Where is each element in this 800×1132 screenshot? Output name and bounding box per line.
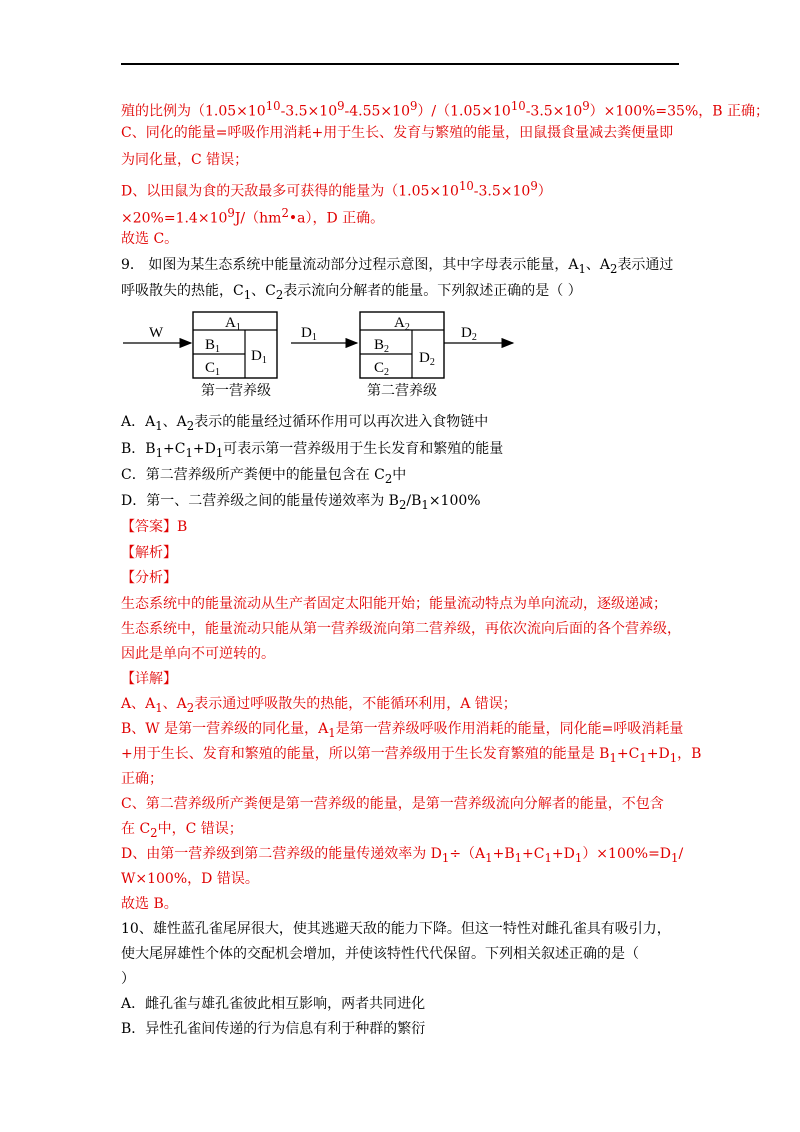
q9-conclusion: 故选 B。 <box>121 896 178 912</box>
q8-conclusion: 故选 C。 <box>121 231 179 247</box>
q10-stem-line1: 10、雄性蓝孔雀尾屏很大，使其逃避天敌的能力下降。但这一特性对雌孔雀具有吸引力， <box>121 921 671 937</box>
q9-fenxi-header: 【分析】 <box>121 570 177 586</box>
q9-fenxi-line2: 生态系统中，能量流动只能从第一营养级流向第二营养级，再依次流向后面的各个营养级， <box>121 621 681 637</box>
q9-xj-c1: C、第二营养级所产粪便是第一营养级的能量，是第一营养级流向分解者的能量，不包含 <box>121 796 664 812</box>
q9-xj-a: A、$A_1$、$A_2$表示通过呼吸散失的热能，不能循环利用，A 错误； <box>121 696 517 715</box>
q10-option-b: B．异性孔雀间传递的行为信息有利于种群的繁衍 <box>121 1021 426 1037</box>
q9-xj-d2: W×100%，D 错误。 <box>121 871 259 887</box>
q9-option-c: C．第二营养级所产粪便中的能量包含在 $C_2$中 <box>121 467 407 486</box>
header-rule <box>121 63 679 65</box>
level1-box <box>193 312 277 378</box>
q9-option-d: D．第一、二营养级之间的能量传递效率为 $B_2/B_1\times 100\%$ <box>121 493 481 512</box>
q9-xj-b3: 正确； <box>121 771 163 787</box>
level1-A: $A_1$ <box>225 315 241 333</box>
q8-d-line2: $\times 20\%=1.4\times 10^9J/(hm^2•a)$，D 正确。 <box>121 206 385 227</box>
q8-c-line2: 为同化量，C 错误； <box>121 152 249 168</box>
q9-stem-line1: 9． 如图为某生态系统中能量流动部分过程示意图，其中字母表示能量，$A_1$、$A_2$表示通过 <box>121 257 674 276</box>
level1-B: $B_1$ <box>205 337 221 355</box>
level1-caption: 第一营养级 <box>201 384 271 399</box>
q9-answer: 【答案】B <box>121 519 188 535</box>
transfer-label: $D_1$ <box>301 325 317 343</box>
q9-fenxi-line1: 生态系统中的能量流动从生产者固定太阳能开始；能量流动特点为单向流动，逐级递减； <box>121 596 667 612</box>
energy-flow-diagram <box>121 305 521 400</box>
q10-stem-line2: 使大尾屏雄性个体的交配机会增加，并使该特性代代保留。下列相关叙述正确的是（ <box>121 946 639 962</box>
q9-xj-c2: 在 $C_2$中，C 错误； <box>121 821 243 840</box>
level2-B: $B_2$ <box>374 337 390 355</box>
output-label: $D_2$ <box>461 325 477 343</box>
input-label: W <box>149 325 164 341</box>
q9-xj-b2: +用于生长、发育和繁殖的能量，所以第一营养级用于生长发育繁殖的能量是 $B_1+C_1+D_1$，B <box>121 746 702 765</box>
q9-option-a: A．$A_1$、$A_2$表示的能量经过循环作用可以再次进入食物链中 <box>121 414 489 433</box>
q9-stem-line2: 呼吸散失的热能，$C_1$、$C_2$表示流向分解者的能量。下列叙述正确的是（ ） <box>121 283 582 302</box>
q8-d-line1: D、以田鼠为食的天敌最多可获得的能量为$(1.05\times 10^{10}-3.5\times 10^9)$ <box>121 179 552 200</box>
level1-D: $D_1$ <box>251 348 267 366</box>
level1-C: $C_1$ <box>205 360 221 378</box>
q9-fenxi-line3: 因此是单向不可逆转的。 <box>121 646 275 662</box>
level2-D: $D_2$ <box>419 350 435 368</box>
q9-jiexi-header: 【解析】 <box>121 545 177 561</box>
q9-xj-b1: B、W 是第一营养级的同化量，$A_1$是第一营养级呼吸作用消耗的能量，同化能=呼吸消耗量 <box>121 721 684 740</box>
q9-xiangjie-header: 【详解】 <box>121 671 177 687</box>
level2-C: $C_2$ <box>374 360 390 378</box>
level2-caption: 第二营养级 <box>367 384 437 399</box>
q10-option-a: A．雌孔雀与雄孔雀彼此相互影响，两者共同进化 <box>121 996 426 1012</box>
level2-box <box>360 312 444 378</box>
level2-A: $A_2$ <box>394 315 410 333</box>
q10-stem-line3: ） <box>121 971 135 987</box>
q9-xj-d1: D、由第一营养级到第二营养级的能量传递效率为 $D_1\div(A_1+B_1+C_1+D_1)\times 100\%=D_1/$ <box>121 846 684 865</box>
q8-c-line1: C、同化的能量=呼吸作用消耗+用于生长、发育与繁殖的能量，田鼠摄食量减去粪便量即 <box>121 125 674 141</box>
q8-b-explanation: 殖的比例为$(1.05\times 10^{10}-3.5\times 10^9-4.55\times 10^9)/(1.05\times 10^{10}-3.5\times 10^9)\times 100\%=35\%$，B 正确； <box>121 99 769 120</box>
q9-option-b: B．$B_1+C_1+D_1$可表示第一营养级用于生长发育和繁殖的能量 <box>121 441 504 460</box>
